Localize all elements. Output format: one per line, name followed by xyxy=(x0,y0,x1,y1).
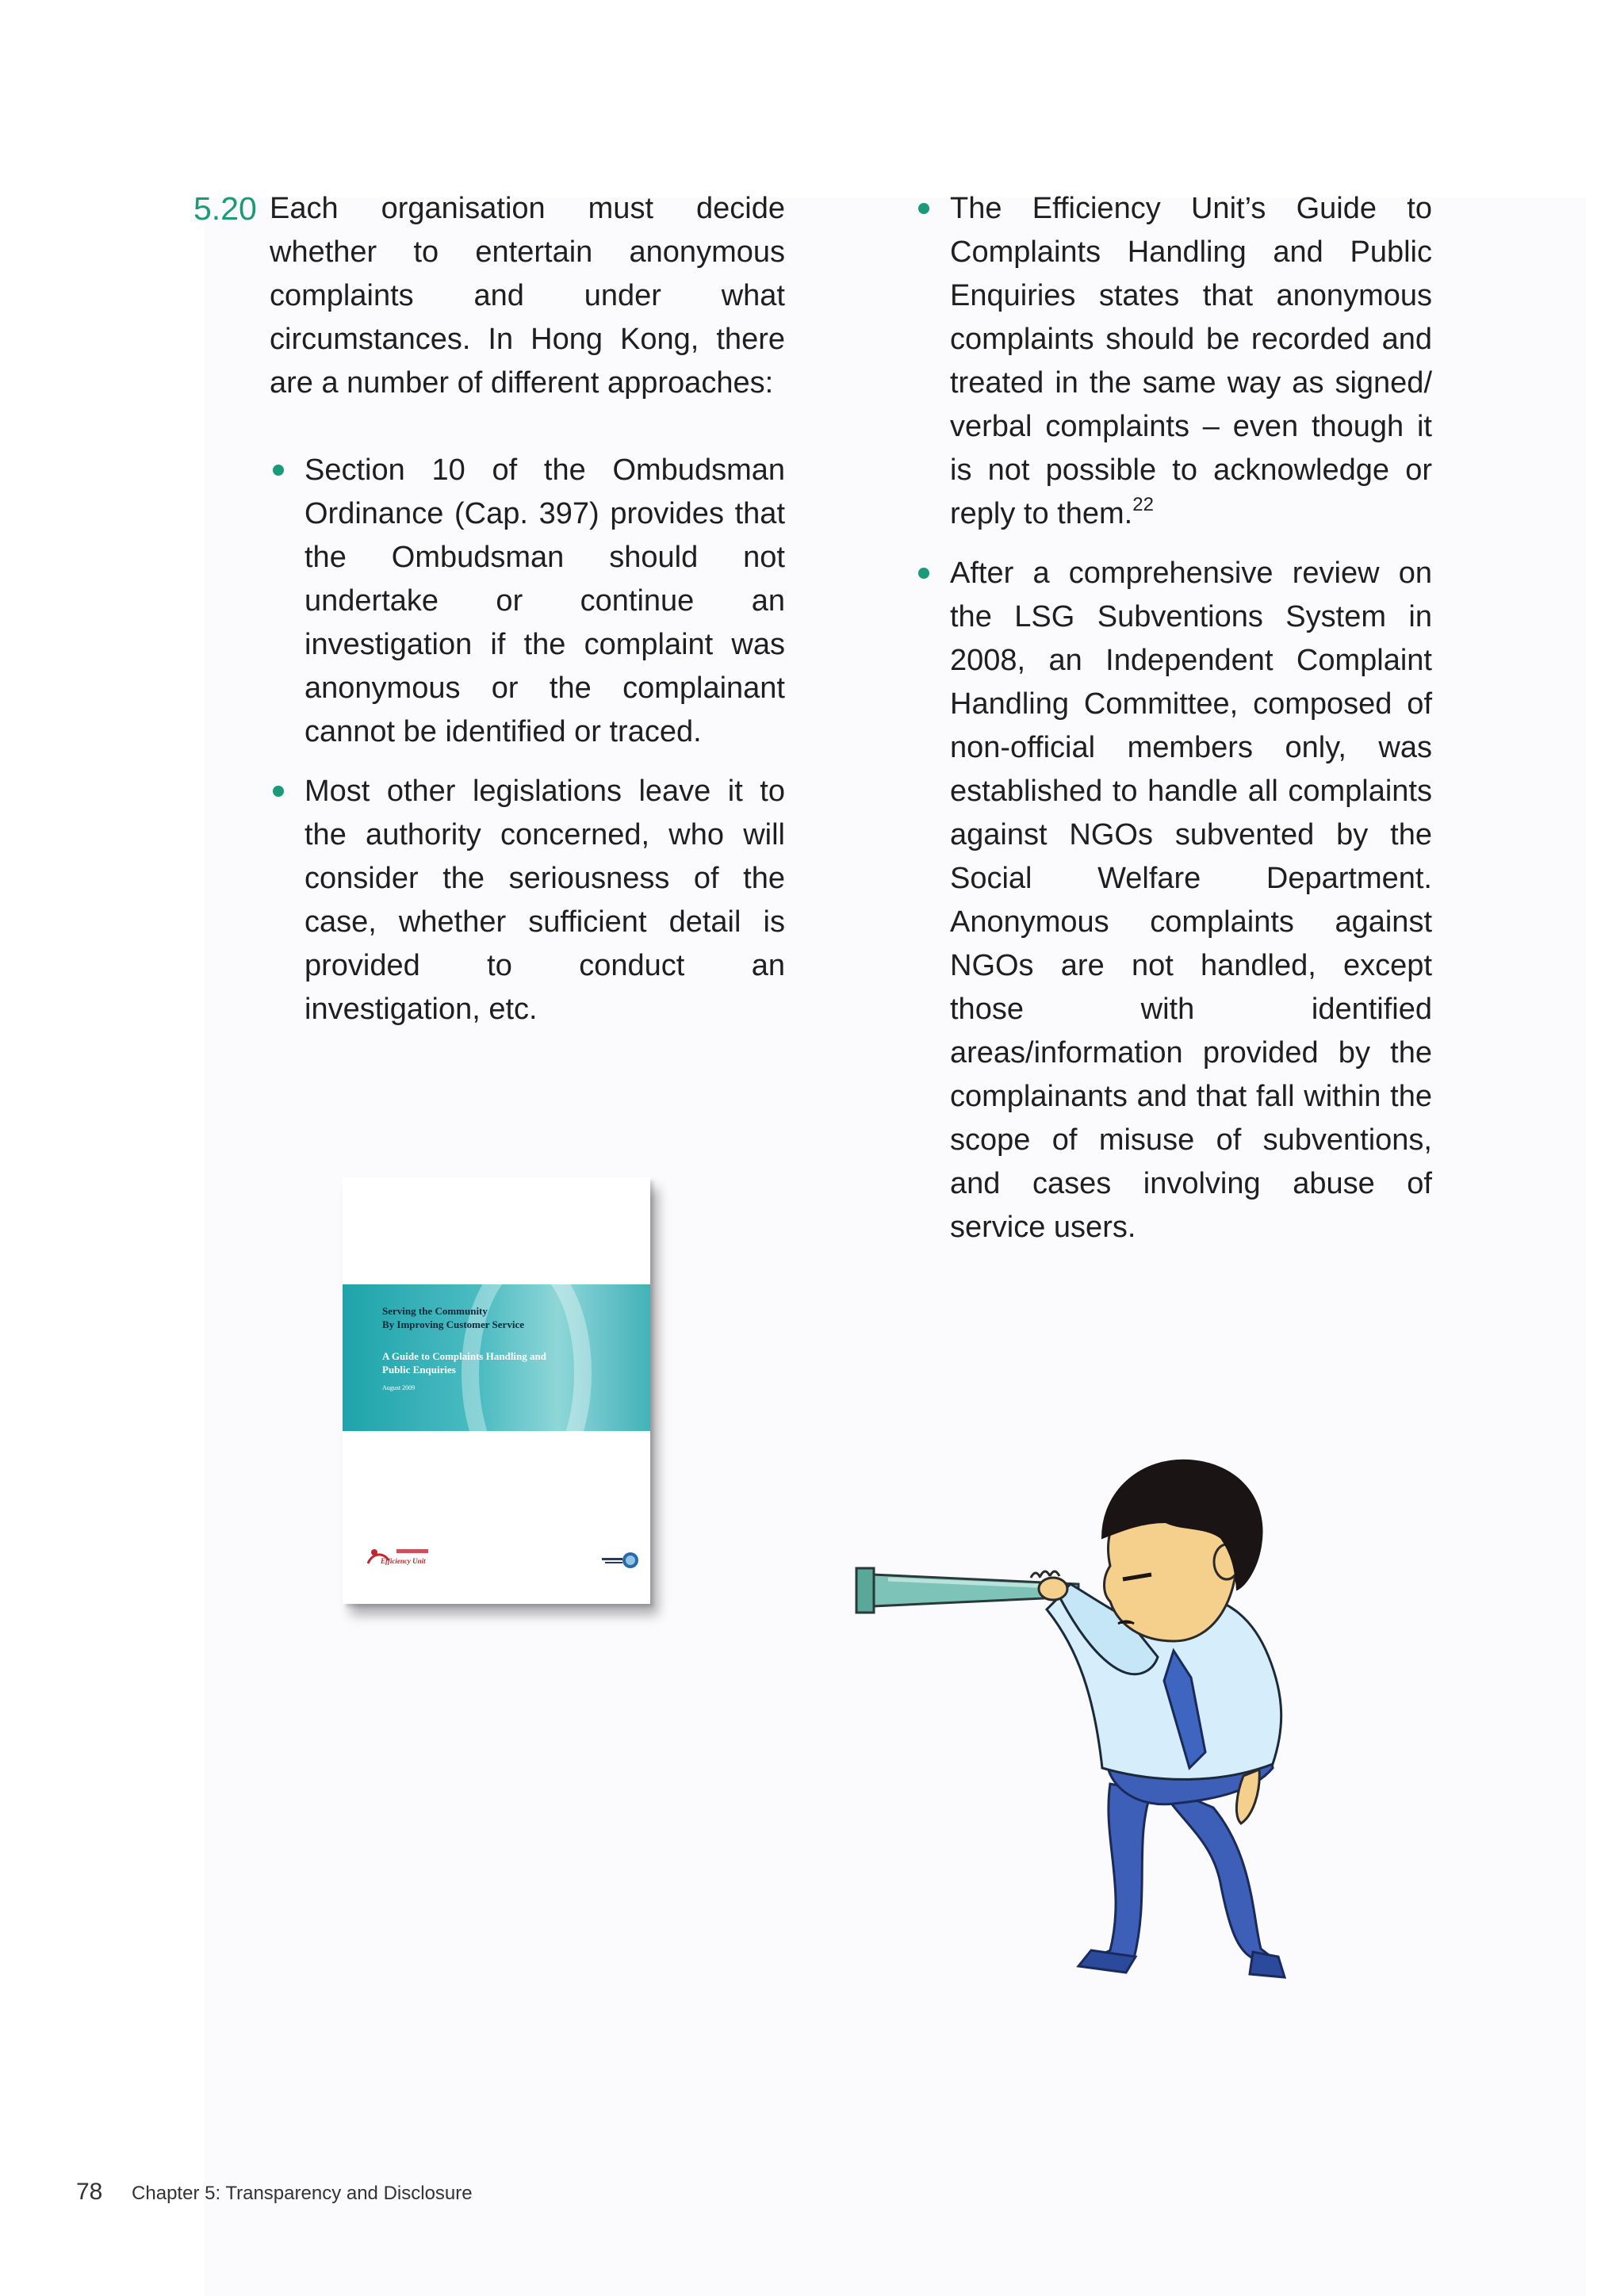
bullet-text: Section 10 of the Ombudsman Ordinance (Cap. 397) provides that the Ombudsman should not undertake or continue an investigation if the complaint was anonymous or the complainant cannot be identified or traced. xyxy=(304,453,785,748)
booklet-title xyxy=(382,1304,524,1331)
bullet-dot-icon xyxy=(273,465,284,476)
guide-booklet-cover xyxy=(343,1177,650,1604)
right-column xyxy=(950,187,1432,1265)
left-bullet-list xyxy=(304,449,785,1031)
left-column xyxy=(270,187,785,1047)
booklet-title-line: By Improving Customer Service xyxy=(382,1318,524,1330)
booklet-title-line: Serving the Community xyxy=(382,1305,488,1317)
efficiency-unit-logo xyxy=(365,1546,440,1568)
list-item xyxy=(950,187,1432,536)
government-logo xyxy=(600,1550,638,1571)
booklet-subtitle xyxy=(382,1349,620,1376)
booklet-date: August 2009 xyxy=(382,1384,416,1391)
footnote-marker[interactable]: 22 xyxy=(1132,494,1154,515)
man-with-telescope-illustration xyxy=(841,1443,1411,1990)
page-number: 78 xyxy=(76,2179,103,2205)
paragraph-number: 5.20 xyxy=(193,190,257,227)
booklet-subtitle-line: Public Enquiries xyxy=(382,1364,456,1376)
bullet-text: The Efficiency Unit’s Guide to Complaints Handling and Public Enquiries states that anonymous complaints should be recorded and treated in the same way as signed/ verbal complaints – even though it is not possible to acknowledge or reply to them. xyxy=(950,192,1432,530)
bullet-text: After a comprehensive review on the LSG Subventions System in 2008, an Independent Complaint Handling Committee, composed of non-official members only, was established to handle all complaints against NGOs subvented by the Social Welfare Department. Anonymous complaints against NGOs are not handled, except those with identified areas/information provided by the complainants and that fall within the scope of misuse of subventions, and cases involving abuse of service users. xyxy=(950,557,1432,1244)
list-item xyxy=(304,770,785,1031)
bullet-dot-icon xyxy=(918,203,929,214)
booklet-subtitle-line: A Guide to Complaints Handling and xyxy=(382,1350,546,1362)
list-item xyxy=(304,449,785,754)
paragraph-intro: Each organisation must decide whether to entertain anonymous complaints and under what circumstances. In Hong Kong, there are a number of different approaches: xyxy=(270,192,785,400)
right-bullet-list xyxy=(950,187,1432,1249)
logo-text: Efficiency Unit xyxy=(381,1557,426,1565)
booklet-cover-band xyxy=(343,1284,650,1431)
bullet-dot-icon xyxy=(918,568,929,579)
list-item xyxy=(950,552,1432,1249)
bullet-text: Most other legislations leave it to the authority concerned, who will consider the seriousness of the case, whether sufficient detail is provided to conduct an investigation, etc. xyxy=(304,775,785,1026)
page-footer xyxy=(76,2179,473,2206)
bullet-dot-icon xyxy=(273,786,284,797)
chapter-label: Chapter 5: Transparency and Disclosure xyxy=(132,2183,473,2204)
